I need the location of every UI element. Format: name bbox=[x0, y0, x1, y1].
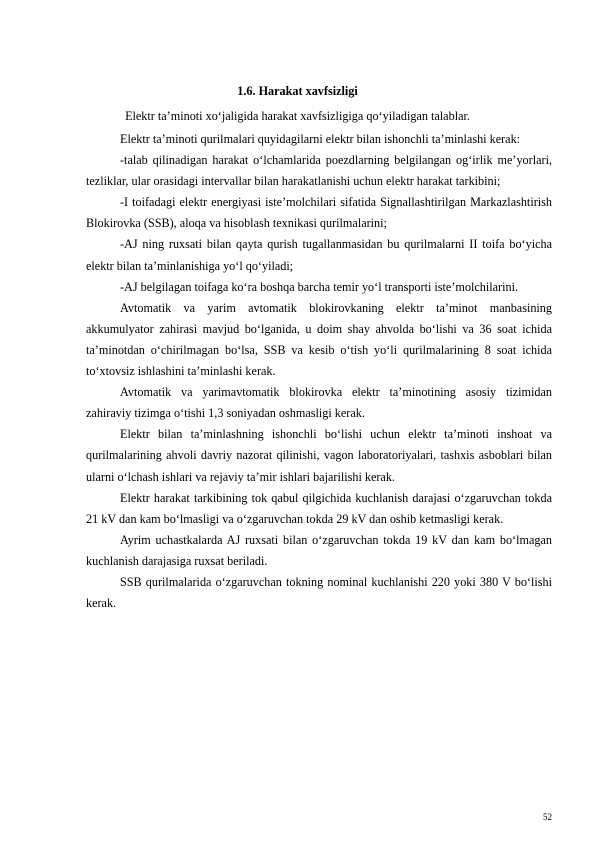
paragraph: -AJ ning ruxsati bilan qayta qurish tugallanmasidan bu qurilmalarni II toifa bo‘yicha elektr bilan ta’minlanishiga yo‘l qo‘yiladi; bbox=[86, 237, 552, 273]
paragraph: SSB qurilmalarida o‘zgaruvchan tokning nominal kuchlanishi 220 yoki 380 V bo‘lishi kerak. bbox=[86, 574, 552, 611]
section-subtitle: Elektr ta’minoti xo‘jaligida harakat xavfsizligiga qo‘yiladigan talablar. bbox=[125, 109, 470, 123]
paragraph: Avtomatik va yarimavtomatik blokirovka elektr ta’minotining asosiy tizimidan zahiraviy tizimga o‘tishi 1,3 soniyadan oshmasligi kerak. bbox=[86, 385, 552, 421]
section-title: 1.6. Harakat xavfsizligi bbox=[237, 84, 358, 98]
document-body bbox=[86, 129, 552, 614]
paragraph: -AJ belgilagan toifaga ko‘ra boshqa barcha temir yo‘l transporti iste’molchilarini. bbox=[120, 279, 518, 294]
paragraph: Elektr bilan ta’minlashning ishonchli bo‘lishi uchun elektr ta’minoti inshoat va qurilmalarining ahvoli davriy nazorat qilinishi, vagon laboratoriyalari, tashxis asboblari bilan ularni o‘lchash ishlari va rejaviy ta’mir ishlari bajarilishi kerak. bbox=[86, 427, 552, 484]
paragraph: -talab qilinadigan harakat o‘lchamlarida poezdlarning belgilangan og‘irlik me’yorlari, tezliklar, ular orasidagi intervallar bilan harakatlanishi uchun elektr harakat tarkibini; bbox=[86, 153, 552, 189]
paragraph: -I toifadagi elektr energiyasi iste’molchilari sifatida Signallashtirilgan Markazlashtirish Blokirovka (SSB), aloqa va hisoblash texnikasi qurilmalarini; bbox=[86, 195, 552, 231]
page-number: 52 bbox=[543, 812, 552, 822]
paragraph: Elektr ta’minoti qurilmalari quyidagilarni elektr bilan ishonchli ta’minlashi kerak: bbox=[120, 132, 521, 146]
paragraph: Ayrim uchastkalarda AJ ruxsati bilan o‘zgaruvchan tokda 19 kV dan kam bo‘lmagan kuchlanish darajasiga ruxsat beriladi. bbox=[86, 532, 552, 568]
paragraph: Avtomatik va yarim avtomatik blokirovkaning elektr ta’minot manbasining akkumulyator zahirasi mavjud bo‘lganida, u doim shay ahvolda bo‘lishi va 36 soat ichida ta’minotdan o‘chirilmagan bo‘lsa, SSB va kesib o‘tish yo‘li qurilmalarining 8 soat ichida to‘xtovsiz ishlashini ta’minlashi kerak. bbox=[86, 300, 552, 379]
paragraph: Elektr harakat tarkibining tok qabul qilgichida kuchlanish darajasi o‘zgaruvchan tokda 21 kV dan kam bo‘lmasligi va o‘zgaruvchan tokda 29 kV dan oshib ketmasligi kerak. bbox=[86, 490, 552, 526]
